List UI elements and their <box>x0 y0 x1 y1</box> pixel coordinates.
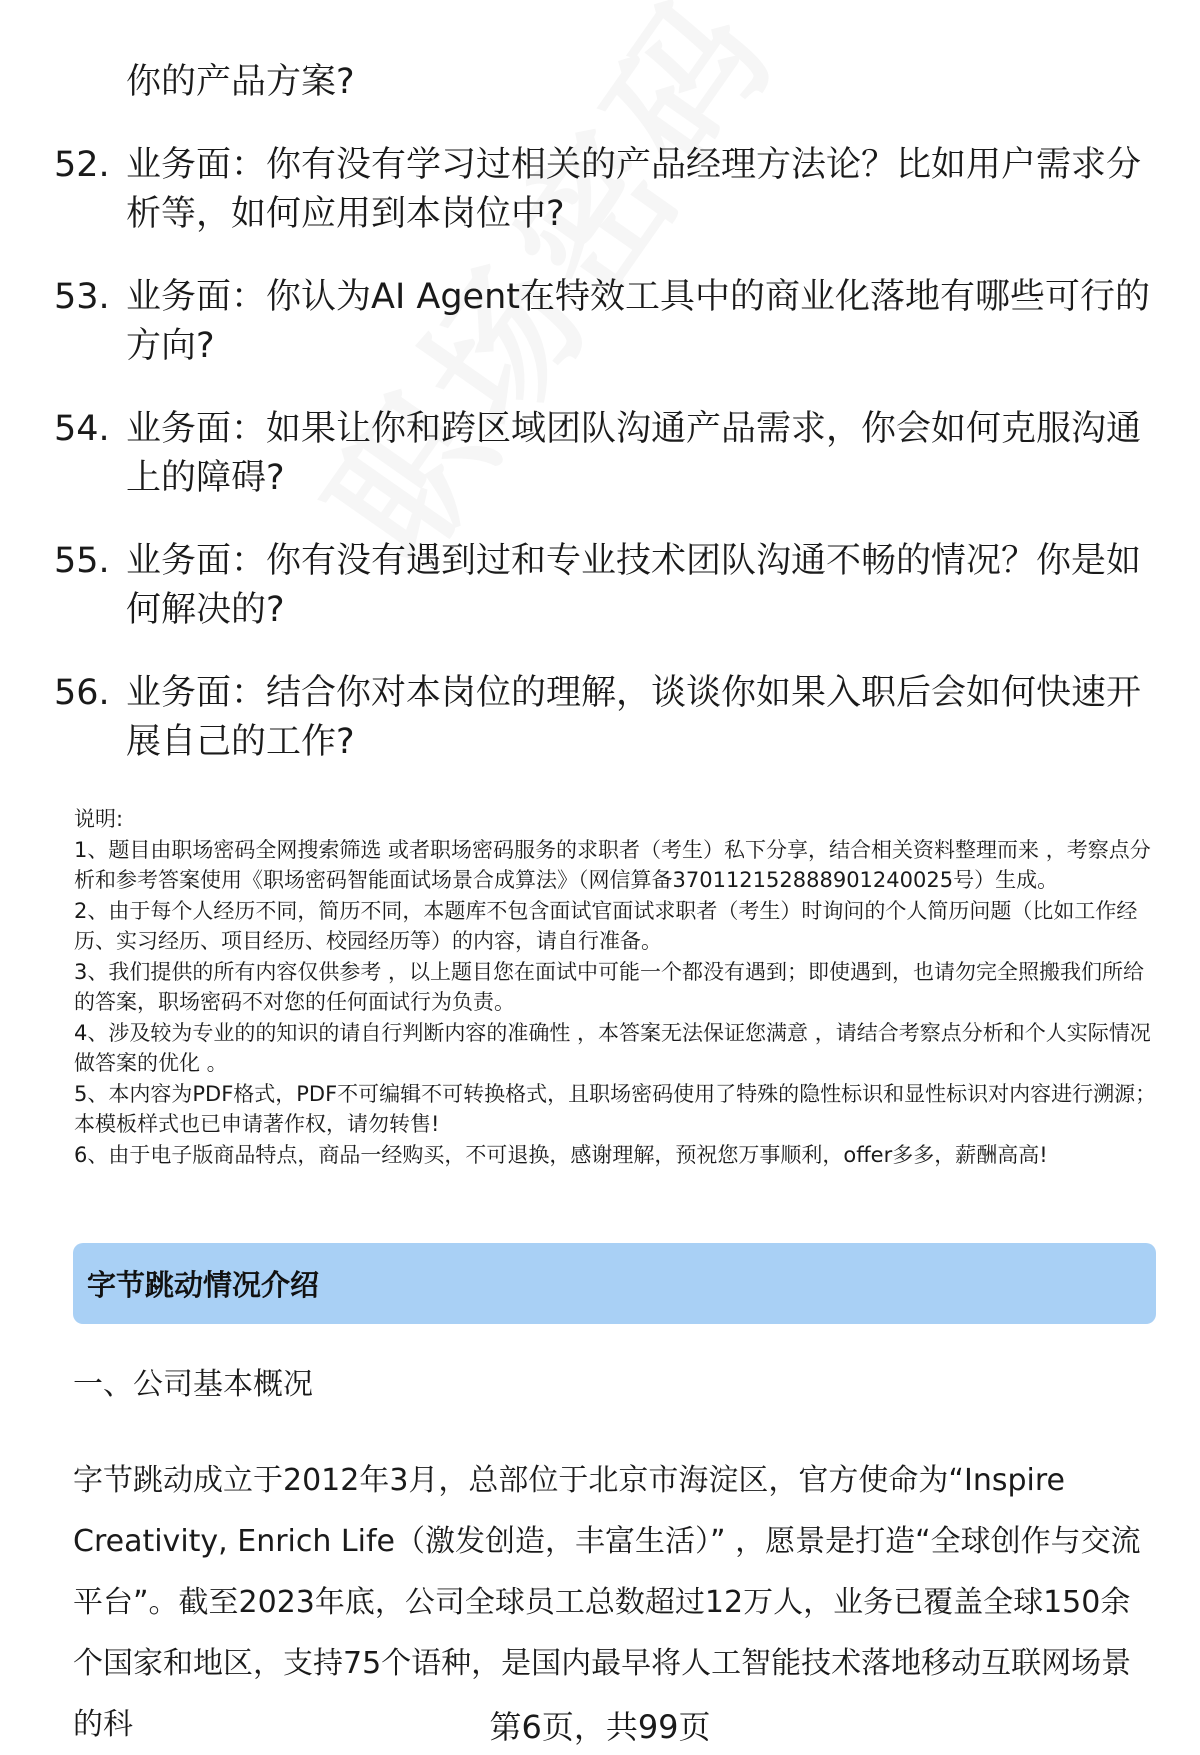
note-item: 6、由于电子版商品特点，商品一经购买，不可退换，感谢理解，预祝您万事顺利，offer多多，薪酬高高! <box>74 1142 1048 1167</box>
question-item <box>54 141 1154 239</box>
question-number: 55. <box>54 541 110 581</box>
question-number: 54. <box>54 409 110 449</box>
note-item: 5、本内容为PDF格式，PDF不可编辑不可转换格式，且职场密码使用了特殊的隐性标识和显性标识对内容进行溯源；本模板样式也已申请著作权，请勿转售! <box>74 1081 1157 1136</box>
section-banner <box>73 1243 1156 1324</box>
note-item: 1、题目由职场密码全网搜索筛选 或者职场密码服务的求职者（考生）私下分享，结合相关资料整理而来 ，考察点分析和参考答案使用《职场密码智能面试场景合成算法》（网信算备370112152888901240025号）生成。 <box>74 837 1151 892</box>
question-number: 56. <box>54 673 110 713</box>
body-paragraph: 字节跳动成立于2012年3月，总部位于北京市海淀区，官方使命为“Inspire Creativity, Enrich Life（激发创造，丰富生活）” ，愿景是打造“全球创作与交流平台”。截至2023年底，公司全球员工总数超过12万人，业务已覆盖全球150余个国家和地区，支持75个语种，是国内最早将人工智能技术落地移动互联网场景的科 <box>73 1463 1141 1742</box>
question-item <box>54 273 1154 371</box>
banner-title: 字节跳动情况介绍 <box>87 1268 320 1302</box>
question-text: 业务面：你有没有学习过相关的产品经理方法论？比如用户需求分析等，如何应用到本岗位中? <box>126 145 1142 234</box>
question-continuation: 你的产品方案? <box>126 62 355 102</box>
question-list <box>54 58 1154 767</box>
section-heading: 一、公司基本概况 <box>73 1367 313 1402</box>
notes-title: 说明: <box>74 807 124 831</box>
question-item <box>54 405 1154 503</box>
question-text: 业务面：你认为AI Agent在特效工具中的商业化落地有哪些可行的方向? <box>126 277 1150 366</box>
question-number: 52. <box>54 145 110 185</box>
page-footer: 第6页，共99页 <box>489 1708 711 1746</box>
question-text: 业务面：结合你对本岗位的理解，谈谈你如果入职后会如何快速开展自己的工作? <box>126 673 1142 762</box>
question-number: 53. <box>54 277 110 317</box>
notes-section <box>74 804 1164 1170</box>
question-item <box>54 537 1154 635</box>
note-item: 3、我们提供的所有内容仅供参考 ，以上题目您在面试中可能一个都没有遇到；即使遇到，也请勿完全照搬我们所给的答案，职场密码不对您的任何面试行为负责。 <box>74 959 1145 1014</box>
note-item: 4、涉及较为专业的的知识的请自行判断内容的准确性 ，本答案无法保证您满意 ，请结合考察点分析和个人实际情况做答案的优化 。 <box>74 1020 1151 1075</box>
note-item: 2、由于每个人经历不同，简历不同，本题库不包含面试官面试求职者（考生）时询问的个人简历问题（比如工作经历、实习经历、项目经历、校园经历等）的内容，请自行准备。 <box>74 898 1138 953</box>
question-item <box>54 669 1154 767</box>
question-text: 业务面：如果让你和跨区域团队沟通产品需求，你会如何克服沟通上的障碍? <box>126 409 1142 498</box>
question-text: 业务面：你有没有遇到过和专业技术团队沟通不畅的情况？你是如何解决的? <box>126 541 1142 630</box>
